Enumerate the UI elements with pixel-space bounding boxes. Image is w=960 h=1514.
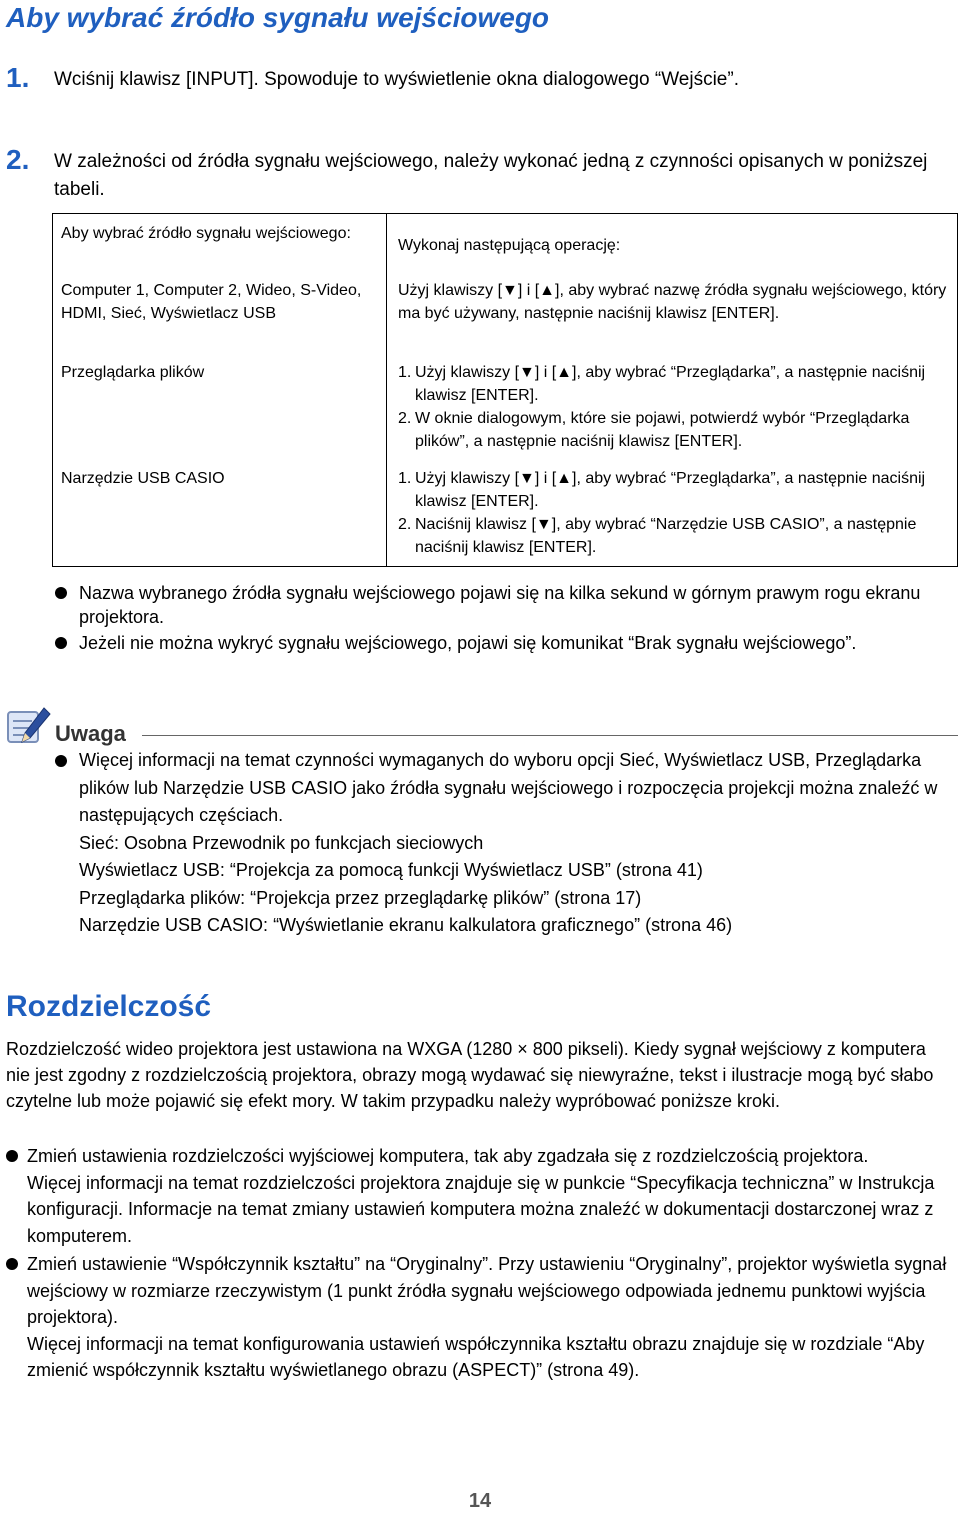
- section-heading: Aby wybrać źródło sygnału wejściowego: [6, 2, 550, 33]
- table-cell-source: Przeglądarka plików: [61, 364, 205, 381]
- resolution-heading: Rozdzielczość: [6, 990, 212, 1023]
- step-text: Wciśnij klawisz [INPUT]. Spowoduje to wyświetlenie okna dialogowego “Wejście”.: [54, 69, 739, 90]
- bullet-icon: [55, 637, 67, 649]
- list-item: Jeżeli nie można wykryć sygnału wejściowego, pojawi się komunikat “Brak sygnału wejściowego”.: [54, 631, 954, 655]
- note-reference: Sieć: Osobna Przewodnik po funkcjach sieciowych: [79, 832, 484, 853]
- step-number: 1.: [6, 62, 30, 93]
- note-divider: [142, 735, 958, 736]
- bullet-icon: [55, 587, 67, 599]
- step-number: 2.: [6, 144, 30, 175]
- list-item: [54, 747, 954, 830]
- table-cell-operation: [398, 361, 953, 453]
- bullet-icon: [6, 1258, 18, 1270]
- pencil-note-icon: [4, 704, 54, 748]
- info-bullets: [54, 581, 954, 657]
- table-cell-operation: [398, 467, 953, 559]
- note-reference: Przeglądarka plików: “Projekcja przez przeglądarkę plików” (strona 17): [79, 887, 642, 908]
- resolution-paragraph: Rozdzielczość wideo projektora jest ustawiona na WXGA (1280 × 800 pikseli). Kiedy sygnał wejściowy z komputera nie jest zgodny z rozdzielczością projektora, obrazy mogą wydawać się niewyraźne, tekst i ilustracje mogą być słabo czytelne lub może pojawić się efekt mory. W takim przypadku należy wypróbować poniższe kroki.: [6, 1039, 934, 1111]
- list-item: 1. Użyj klawiszy [▼] i [▲], aby wybrać “Przeglądarka”, a następnie naciśnij klawisz [ENTER].: [398, 470, 926, 510]
- table-cell-operation: Użyj klawiszy [▼] i [▲], aby wybrać nazwę źródła sygnału wejściowego, który ma być używany, następnie naciśnij klawisz [ENTER].: [398, 282, 947, 322]
- table-header-operation: Wykonaj następującą operację:: [398, 237, 621, 254]
- list-item: Zmień ustawienie “Współczynnik kształtu” na “Oryginalny”. Przy ustawieniu “Oryginalny”, projektor wyświetla sygnał wejściowy w rozmiarze rzeczywistym (1 punkt źródła sygnału wejściowego odpowiada jednemu punktowi wyjścia projektora). Więcej informacji na temat konfigurowania ustawień współczynnika kształtu obrazu znajduje się w rozdziale “Aby zmienić współczynnik kształtu wyświetlanego obrazu (ASPECT)” (strona 49).: [6, 1251, 954, 1384]
- note-intro: Więcej informacji na temat czynności wymaganych do wyboru opcji Sieć, Wyświetlacz USB, Przeglądarka plików lub Narzędzie USB CASIO jako źródła sygnału wejściowego i rozpoczęcia projekcji można znaleźć w następujących częściach.: [79, 750, 938, 825]
- table-cell-source: Computer 1, Computer 2, Wideo, S-Video, HDMI, Sieć, Wyświetlacz USB: [61, 282, 362, 322]
- bullet-icon: [55, 755, 67, 767]
- note-body: [54, 747, 954, 940]
- list-item: 2. W oknie dialogowym, które sie pojawi, potwierdź wybór “Przeglądarka plików”, a następnie naciśnij klawisz [ENTER].: [398, 410, 910, 450]
- table-cell-source: Narzędzie USB CASIO: [61, 470, 225, 487]
- list-item: Nazwa wybranego źródła sygnału wejściowego pojawi się na kilka sekund w górnym prawym rogu ekranu projektora.: [54, 581, 954, 629]
- step-text: W zależności od źródła sygnału wejściowego, należy wykonać jedną z czynności opisanych w poniższej tabeli.: [54, 151, 928, 200]
- list-item: 2. Naciśnij klawisz [▼], aby wybrać “Narzędzie USB CASIO”, a następnie naciśnij klawisz [ENTER].: [398, 516, 917, 556]
- bullet-icon: [6, 1150, 18, 1162]
- table-header-source: Aby wybrać źródło sygnału wejściowego:: [61, 225, 351, 242]
- note-reference: Wyświetlacz USB: “Projekcja za pomocą funkcji Wyświetlacz USB” (strona 41): [79, 860, 703, 880]
- column-divider: [386, 214, 387, 566]
- resolution-bullets: [6, 1143, 954, 1386]
- note-title: Uwaga: [55, 721, 126, 746]
- note-reference: Narzędzie USB CASIO: “Wyświetlanie ekranu kalkulatora graficznego” (strona 46): [79, 915, 733, 935]
- input-source-table: [52, 213, 958, 567]
- list-item: 1. Użyj klawiszy [▼] i [▲], aby wybrać “Przeglądarka”, a następnie naciśnij klawisz [ENTER].: [398, 364, 926, 404]
- list-item: Zmień ustawienia rozdzielczości wyjściowej komputera, tak aby zgadzała się z rozdzielczością projektora. Więcej informacji na temat rozdzielczości projektora znajduje się w punkcie “Specyfikacja techniczna” w Instrukcja konfiguracji. Informacje na temat zmiany ustawień komputera można znaleźć w dokumentacji dostarczonej wraz z komputerem.: [6, 1143, 954, 1249]
- page-number: 14: [468, 1490, 492, 1512]
